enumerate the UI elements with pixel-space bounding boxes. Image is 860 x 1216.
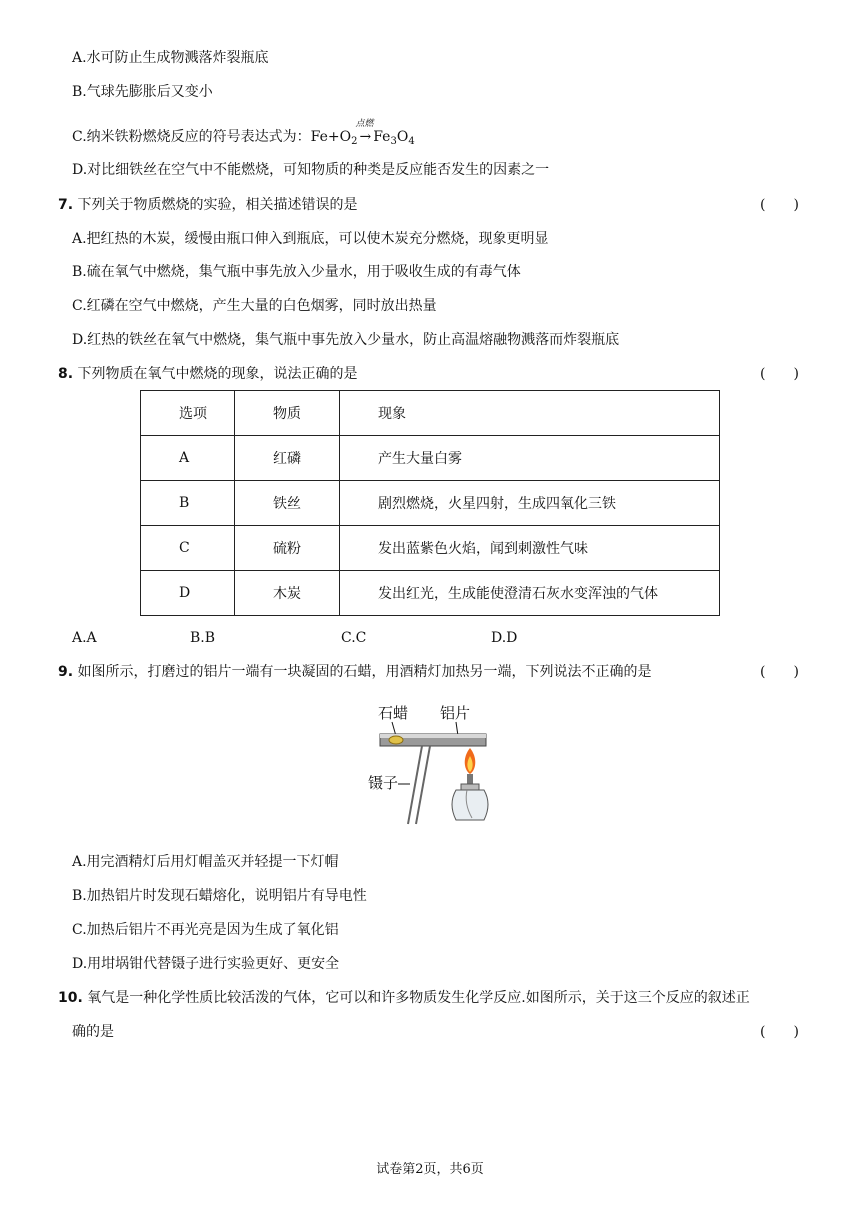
table-header-row — [141, 391, 720, 436]
q8-stem: 8. 下列物质在氧气中燃烧的现象，说法正确的是 — [58, 366, 358, 382]
table-cell: A — [141, 436, 235, 481]
experiment-illustration — [368, 700, 492, 830]
tweezers-label: 镊子 — [368, 774, 399, 792]
table-cell: 木炭 — [235, 571, 340, 616]
q7-option-a: A.把红热的木炭，缓慢由瓶口伸入到瓶底，可以使木炭充分燃烧，现象更明显 — [72, 231, 549, 247]
q7-answer-blank: ( ) — [760, 197, 799, 213]
aluminum-label: 铝片 — [440, 704, 471, 722]
table-row — [141, 436, 720, 481]
q9-stem: 9. 如图所示，打磨过的铝片一端有一块凝固的石蜡，用酒精灯加热另一端，下列说法不正确的是 — [58, 664, 652, 680]
lamp-neck — [461, 784, 479, 790]
q10-stem: 10. 氧气是一种化学性质比较活泼的气体，它可以和许多物质发生化学反应.如图所示，关于这三个反应的叙述正 — [58, 990, 750, 1006]
lamp-wick — [467, 774, 473, 784]
table-cell: B — [141, 481, 235, 526]
table-cell: 产生大量白雾 — [340, 436, 720, 481]
q9-option-c: C.加热后铝片不再光亮是因为生成了氧化铝 — [72, 922, 339, 938]
q10-stem-continued: 确的是 — [72, 1024, 114, 1040]
table-row — [141, 526, 720, 571]
lamp-body — [452, 790, 488, 820]
table-header: 现象 — [340, 391, 720, 436]
table-cell: 发出蓝紫色火焰，闻到刺激性气味 — [340, 526, 720, 571]
q6-option-c: C.纳米铁粉燃烧反应的符号表达式为：$Fe+O_2$ 点燃 → $Fe_3O_4$ — [72, 119, 415, 147]
table-cell: 红磷 — [235, 436, 340, 481]
table-row — [141, 571, 720, 616]
table-cell: 发出红光，生成能使澄清石灰水变浑浊的气体 — [340, 571, 720, 616]
q8-answer-b: B.B — [190, 630, 216, 646]
page-footer: 试卷第2页，共6页 — [376, 1162, 484, 1177]
q7-stem: 7. 下列关于物质燃烧的实验，相关描述错误的是 — [58, 197, 358, 213]
q7-option-c: C.红磷在空气中燃烧，产生大量的白色烟雾，同时放出热量 — [72, 298, 437, 314]
q10-answer-blank: ( ) — [760, 1024, 799, 1040]
reaction-arrow: 点燃 → — [355, 119, 374, 145]
table-cell: 剧烈燃烧，火星四射，生成四氧化三铁 — [340, 481, 720, 526]
table-header: 物质 — [235, 391, 340, 436]
q7-option-d: D.红热的铁丝在氧气中燃烧，集气瓶中事先放入少量水，防止高温熔融物溅落而炸裂瓶底 — [72, 332, 620, 348]
table-cell: C — [141, 526, 235, 571]
q9-answer-blank: ( ) — [760, 664, 799, 680]
q8-answer-a: A.A — [72, 630, 97, 646]
tweezers-arm — [408, 746, 422, 824]
table-row — [141, 481, 720, 526]
q7-option-b: B.硫在氧气中燃烧，集气瓶中事先放入少量水，用于吸收生成的有毒气体 — [72, 264, 521, 280]
table-header: 选项 — [141, 391, 235, 436]
table-cell: 硫粉 — [235, 526, 340, 571]
q8-answer-d: D.D — [491, 630, 518, 646]
q8-answer-c: C.C — [341, 630, 367, 646]
aluminum-heating-figure — [368, 700, 492, 830]
table-cell: D — [141, 571, 235, 616]
q9-option-a: A.用完酒精灯后用灯帽盖灭并轻提一下灯帽 — [72, 854, 339, 870]
table-cell: 铁丝 — [235, 481, 340, 526]
tweezers-arm — [416, 746, 430, 824]
q8-answer-blank: ( ) — [760, 366, 799, 382]
wax-blob — [389, 736, 403, 744]
q8-options-table — [140, 390, 720, 616]
q6-option-d: D.对比细铁丝在空气中不能燃烧，可知物质的种类是反应能否发生的因素之一 — [72, 162, 550, 178]
q9-option-b: B.加热铝片时发现石蜡熔化，说明铝片有导电性 — [72, 888, 367, 904]
q6-option-b: B.气球先膨胀后又变小 — [72, 84, 213, 100]
q6-option-a: A.水可防止生成物溅落炸裂瓶底 — [72, 50, 269, 66]
q9-option-d: D.用坩埚钳代替镊子进行实验更好、更安全 — [72, 956, 340, 972]
wax-label: 石蜡 — [378, 704, 409, 722]
